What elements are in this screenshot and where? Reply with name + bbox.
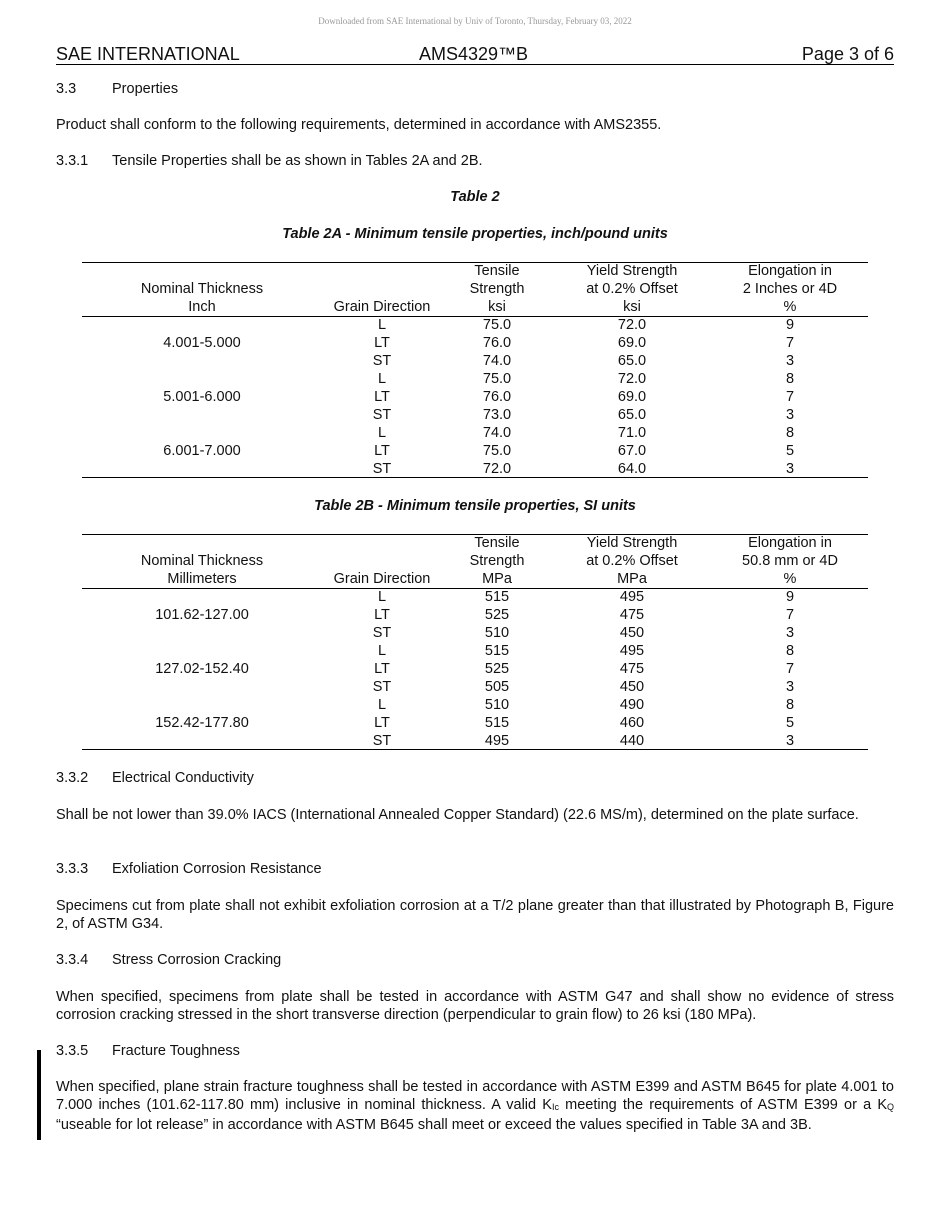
cell-tensile-strength: 75.0	[482, 443, 512, 459]
section-number: 3.3.1	[56, 153, 89, 169]
cell-elongation: 8	[785, 371, 795, 387]
cell-grain-direction: ST	[372, 353, 392, 369]
table-2a-caption: Table 2A - Minimum tensile properties, inch/pound units	[282, 226, 668, 242]
cell-yield-strength: 67.0	[617, 443, 647, 459]
header-thickness: Nominal Thickness	[140, 553, 264, 569]
cell-tensile-strength: 74.0	[482, 425, 512, 441]
cell-elongation: 3	[785, 407, 795, 423]
cell-grain-direction: LT	[374, 661, 390, 677]
cell-elongation: 3	[785, 353, 795, 369]
cell-elongation: 8	[785, 697, 795, 713]
section-title: Electrical Conductivity	[112, 770, 254, 786]
cell-elongation: 8	[785, 643, 795, 659]
cell-grain-direction: LT	[374, 715, 390, 731]
header-tensile: Strength	[469, 553, 525, 569]
header-yield: Yield Strength	[586, 535, 678, 551]
section-3-3-text: Product shall conform to the following requirements, determined in accordance with AMS2355.	[56, 117, 662, 133]
table-2b-caption: Table 2B - Minimum tensile properties, SI units	[314, 498, 636, 514]
cell-grain-direction: LT	[374, 607, 390, 623]
cell-elongation: 7	[785, 607, 795, 623]
header-yield: at 0.2% Offset	[586, 281, 678, 297]
section-3-3-2-heading	[56, 769, 894, 787]
cell-tensile-strength: 73.0	[482, 407, 512, 423]
cell-tensile-strength: 515	[484, 643, 510, 659]
download-watermark: Downloaded from SAE International by Univ of Toronto, Thursday, February 03, 2022	[318, 16, 632, 26]
section-number: 3.3.3	[56, 861, 89, 877]
cell-tensile-strength: 75.0	[482, 371, 512, 387]
section-number: 3.3.5	[56, 1043, 89, 1059]
table-2-title: Table 2	[450, 189, 500, 205]
cell-yield-strength: 495	[619, 643, 645, 659]
header-elong: 50.8 mm or 4D	[742, 553, 838, 569]
section-3-3-3-heading	[56, 860, 894, 878]
cell-yield-strength: 72.0	[617, 371, 647, 387]
cell-elongation: 7	[785, 335, 795, 351]
cell-yield-strength: 450	[619, 679, 645, 695]
cell-elongation: 8	[785, 425, 795, 441]
cell-elongation: 9	[785, 589, 795, 605]
cell-grain-direction: ST	[372, 461, 392, 477]
cell-yield-strength: 65.0	[617, 407, 647, 423]
revision-change-bar	[37, 1050, 41, 1140]
cell-thickness: 101.62-127.00	[155, 607, 249, 623]
cell-thickness: 5.001-6.000	[163, 389, 241, 405]
cell-tensile-strength: 510	[484, 625, 510, 641]
cell-grain-direction: ST	[372, 625, 392, 641]
header-thickness: Nominal Thickness	[140, 281, 264, 297]
cell-grain-direction: ST	[372, 733, 392, 749]
section-3-3-heading	[56, 80, 894, 98]
cell-yield-strength: 475	[619, 607, 645, 623]
header-doc-number: AMS4329™B	[419, 44, 529, 64]
cell-yield-strength: 65.0	[617, 353, 647, 369]
cell-yield-strength: 475	[619, 661, 645, 677]
cell-thickness: 6.001-7.000	[163, 443, 241, 459]
cell-tensile-strength: 76.0	[482, 389, 512, 405]
header-elong: %	[783, 571, 797, 587]
header-yield: Yield Strength	[586, 263, 678, 279]
text-part: When specified, plane strain fracture toughness shall be tested in accordance with ASTM E399 and ASTM B645 for plate 4.001 to 7.000 inches (101.62-117.80 mm) inclusive in nominal thickness. A valid K	[56, 1079, 894, 1113]
section-number: 3.3	[56, 81, 77, 97]
cell-elongation: 3	[785, 733, 795, 749]
cell-yield-strength: 72.0	[617, 317, 647, 333]
subscript: Ic	[551, 1102, 559, 1112]
cell-elongation: 3	[785, 625, 795, 641]
cell-grain-direction: L	[377, 425, 387, 441]
cell-grain-direction: L	[377, 697, 387, 713]
section-3-3-3-text: Specimens cut from plate shall not exhibit exfoliation corrosion at a T/2 plane greater than that illustrated by Photograph B, Figure 2, of ASTM G34.	[56, 898, 894, 932]
cell-tensile-strength: 505	[484, 679, 510, 695]
cell-yield-strength: 460	[619, 715, 645, 731]
cell-tensile-strength: 74.0	[482, 353, 512, 369]
cell-elongation: 7	[785, 389, 795, 405]
cell-grain-direction: ST	[372, 679, 392, 695]
cell-yield-strength: 440	[619, 733, 645, 749]
cell-grain-direction: L	[377, 371, 387, 387]
cell-tensile-strength: 525	[484, 607, 510, 623]
header-tensile: Tensile	[474, 263, 520, 279]
section-3-3-5-text	[56, 1078, 894, 1134]
section-3-3-4-heading	[56, 951, 894, 969]
cell-grain-direction: L	[377, 643, 387, 659]
cell-tensile-strength: 510	[484, 697, 510, 713]
cell-thickness: 152.42-177.80	[155, 715, 249, 731]
header-grain-direction: Grain Direction	[333, 571, 431, 587]
cell-yield-strength: 71.0	[617, 425, 647, 441]
cell-elongation: 5	[785, 443, 795, 459]
page-header	[56, 44, 894, 65]
cell-grain-direction: L	[377, 589, 387, 605]
cell-elongation: 9	[785, 317, 795, 333]
header-elong: Elongation in	[748, 535, 832, 551]
cell-thickness: 4.001-5.000	[163, 335, 241, 351]
cell-yield-strength: 69.0	[617, 335, 647, 351]
cell-tensile-strength: 515	[484, 715, 510, 731]
section-title: Exfoliation Corrosion Resistance	[112, 861, 322, 877]
cell-yield-strength: 69.0	[617, 389, 647, 405]
cell-grain-direction: LT	[374, 389, 390, 405]
text-part: meeting the requirements of ASTM E399 or a K	[558, 1097, 887, 1113]
header-tensile: ksi	[488, 299, 506, 315]
cell-tensile-strength: 495	[484, 733, 510, 749]
cell-grain-direction: LT	[374, 335, 390, 351]
cell-yield-strength: 450	[619, 625, 645, 641]
cell-yield-strength: 490	[619, 697, 645, 713]
cell-tensile-strength: 525	[484, 661, 510, 677]
header-grain-direction: Grain Direction	[333, 299, 431, 315]
header-elong: 2 Inches or 4D	[742, 281, 838, 297]
cell-yield-strength: 64.0	[617, 461, 647, 477]
header-tensile: Strength	[469, 281, 525, 297]
section-3-3-1-heading	[56, 152, 894, 170]
header-yield: at 0.2% Offset	[586, 553, 678, 569]
cell-tensile-strength: 515	[484, 589, 510, 605]
cell-elongation: 5	[785, 715, 795, 731]
cell-tensile-strength: 75.0	[482, 317, 512, 333]
header-tensile: Tensile	[474, 535, 520, 551]
section-3-3-4-text: When specified, specimens from plate shall be tested in accordance with ASTM G47 and shall show no evidence of stress corrosion cracking stressed in the short transverse direction (perpendicular to grain flow) to 26 ksi (180 MPa).	[56, 989, 894, 1023]
header-yield: MPa	[617, 571, 647, 587]
text-part: “useable for lot release” in accordance with ASTM B645 shall meet or exceed the values specified in Table 3A and 3B.	[56, 1117, 812, 1133]
section-title: Tensile Properties shall be as shown in Tables 2A and 2B.	[112, 153, 483, 169]
cell-elongation: 3	[785, 461, 795, 477]
cell-tensile-strength: 72.0	[482, 461, 512, 477]
cell-grain-direction: LT	[374, 443, 390, 459]
header-tensile: MPa	[482, 571, 512, 587]
cell-yield-strength: 495	[619, 589, 645, 605]
subscript: Q	[887, 1102, 895, 1112]
section-title: Properties	[112, 81, 179, 97]
cell-elongation: 7	[785, 661, 795, 677]
section-number: 3.3.2	[56, 770, 89, 786]
header-thickness-unit: Inch	[188, 299, 216, 315]
header-org: SAE INTERNATIONAL	[56, 44, 240, 64]
section-number: 3.3.4	[56, 952, 89, 968]
section-3-3-5-heading	[56, 1042, 894, 1060]
cell-tensile-strength: 76.0	[482, 335, 512, 351]
cell-elongation: 3	[785, 679, 795, 695]
section-title: Fracture Toughness	[112, 1043, 240, 1059]
cell-grain-direction: L	[377, 317, 387, 333]
section-title: Stress Corrosion Cracking	[112, 952, 282, 968]
cell-thickness: 127.02-152.40	[155, 661, 249, 677]
section-3-3-2-text: Shall be not lower than 39.0% IACS (International Annealed Copper Standard) (22.6 MS/m), determined on the plate surface.	[56, 807, 859, 823]
cell-grain-direction: ST	[372, 407, 392, 423]
header-elong: %	[783, 299, 797, 315]
header-page-number: Page 3 of 6	[801, 44, 894, 64]
header-yield: ksi	[623, 299, 641, 315]
header-elong: Elongation in	[748, 263, 832, 279]
header-thickness-unit: Millimeters	[167, 571, 237, 587]
